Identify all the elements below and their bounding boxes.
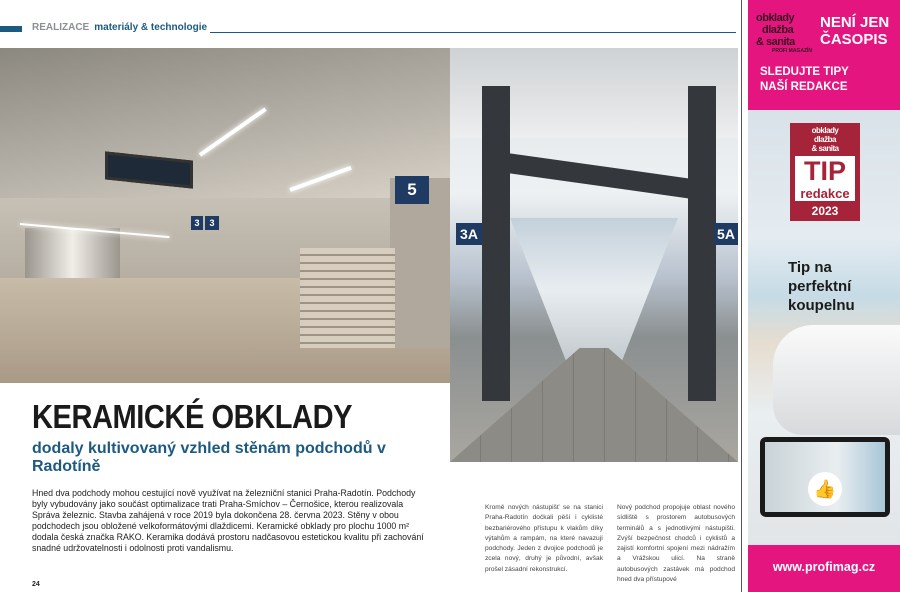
article-title: KERAMICKÉ OBKLADY bbox=[32, 398, 353, 435]
tagline-line: ČASOPIS bbox=[820, 31, 888, 48]
headline-line: Tip na bbox=[788, 259, 832, 276]
platform-sign: 5 bbox=[395, 176, 429, 204]
badge-redakce: redakce bbox=[795, 186, 855, 201]
steel-column bbox=[482, 86, 510, 401]
platform-sign: 3 bbox=[205, 216, 219, 230]
walkway-photo bbox=[450, 48, 738, 462]
badge-year: 2023 bbox=[811, 204, 839, 218]
article-subtitle: dodaly kultivovaný vzhled stěnám podchodů v Radotíně bbox=[32, 440, 386, 475]
follow-line: NAŠÍ REDAKCE bbox=[760, 81, 848, 93]
ceiling bbox=[0, 48, 450, 198]
tip-redakce-badge bbox=[790, 123, 860, 221]
steel-column bbox=[688, 86, 716, 401]
steel-beam bbox=[505, 153, 695, 200]
page-divider bbox=[741, 0, 742, 592]
badge-logo-line: dlažba bbox=[814, 135, 836, 144]
thumbs-up-icon: 👍 bbox=[808, 472, 842, 506]
badge-logo-line: & sanita bbox=[811, 144, 839, 153]
platform-sign: 3 bbox=[191, 216, 203, 230]
logo-line: PROFI MAGAZÍN bbox=[772, 48, 812, 54]
stairs bbox=[300, 248, 395, 348]
section-header bbox=[32, 22, 207, 33]
logo-line: dlažba bbox=[762, 24, 794, 36]
follow-line: SLEDUJTE TIPY bbox=[760, 66, 849, 78]
underpass-photo bbox=[0, 48, 450, 383]
ad-headline bbox=[788, 258, 855, 315]
ad-follow-text bbox=[760, 65, 849, 95]
bathtub-image bbox=[773, 325, 900, 435]
badge-logo-line: obklady bbox=[811, 126, 839, 135]
platform-sign: 3A bbox=[456, 223, 482, 245]
platform-sign: 5A bbox=[714, 223, 738, 245]
subsection-label: materiály & technologie bbox=[94, 22, 208, 33]
magazine-logo bbox=[756, 12, 812, 54]
article-lead: Hned dva podchody mohou cestující nově využívat na železniční stanici Praha-Radotín. Podchody byly vybudovány jako součást optimalizace trati Praha-Smíchov – Černošice, kterou realizovala Správa železnic. Stavba zahájená v roce 2019 byla dokončena 28. června 2023. Stěny v obou podchodech jsou obložené velkoformátovými dlaždicemi. Keramické obklady pro plochu 1000 m² dodala česká značka RAKO. Keramika dodává prostoru nadčasovou estetickou kvalitu při zachování snadné udržovatelnosti i odolnosti proti vandalismu. bbox=[32, 488, 424, 553]
page-number: 24 bbox=[32, 581, 40, 588]
headline-line: koupelnu bbox=[788, 297, 855, 314]
tunnel bbox=[25, 228, 120, 278]
ad-tagline bbox=[820, 14, 889, 48]
headline-line: perfektní bbox=[788, 278, 852, 295]
body-column-2: Nový podchod propojuje oblast nového sídliště s prostorem autobusových terminálů a s jednotlivými nástupišti. Zvýší bezpečnost chodců i cyklistů a zajistí komfortní spojení mezi nádražím a Vrážskou ulicí. Na straně autobusových zastávek má podchod hned dva přístupové bbox=[617, 504, 735, 584]
header-bar bbox=[0, 26, 22, 32]
tagline-line: NENÍ JEN bbox=[820, 14, 890, 31]
advertisement[interactable] bbox=[748, 0, 900, 592]
header-rule bbox=[210, 32, 736, 33]
section-label: REALIZACE bbox=[32, 22, 90, 33]
badge-tip: TIP bbox=[795, 156, 855, 186]
logo-line: & sanita bbox=[756, 36, 795, 48]
ad-url-link[interactable]: www.profimag.cz bbox=[772, 560, 876, 574]
logo-line: obklady bbox=[756, 12, 795, 24]
body-column-1: Kromě nových nástupišť se na stanici Praha-Radotín dočkali pěší i cyklisté bezbariérového přístupu k vlakům díky výtahům a rampám, na které navazují podchody. Jeden z dvojice podchodů je zcela nový, druhý je původní, avšak prošel zásadní rekonstrukcí. bbox=[485, 504, 603, 573]
